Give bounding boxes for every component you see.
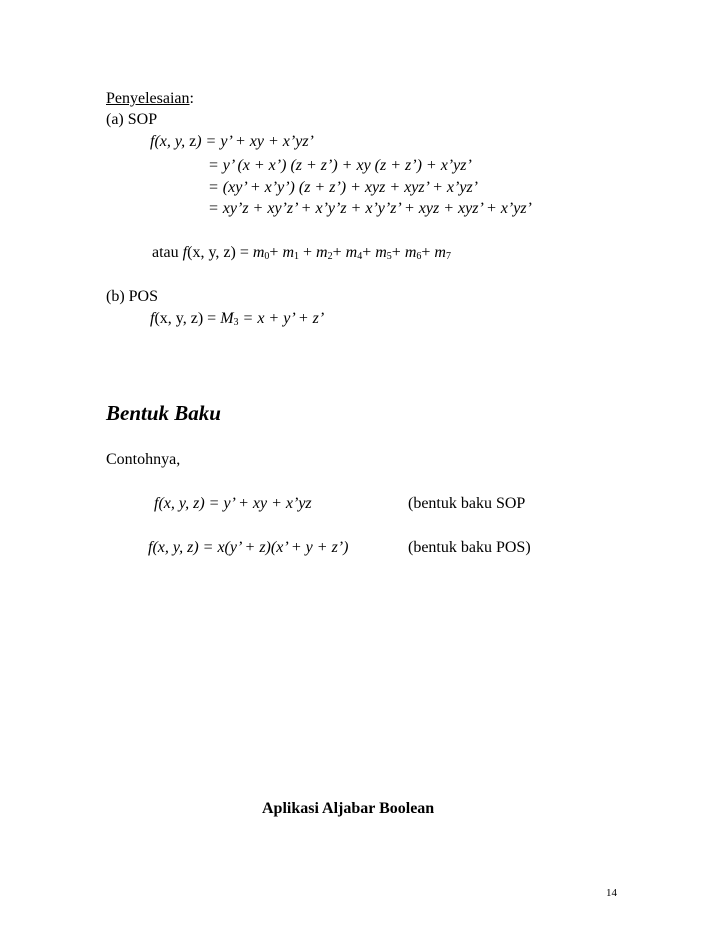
minterm-index: 5 — [386, 251, 392, 262]
minterm-6 — [405, 244, 422, 261]
minterm-separator: + — [391, 244, 405, 261]
minterm-separator: + — [362, 244, 376, 261]
minterm-symbol: m — [375, 244, 387, 261]
example-sop-expression: f(x, y, z) = y’ + xy + x’yz — [154, 495, 312, 512]
solution-colon: : — [189, 90, 194, 107]
minterm-symbol: m — [252, 244, 265, 261]
minterm-7 — [434, 244, 451, 261]
solution-label-line — [106, 89, 194, 109]
section-heading: Bentuk Baku — [106, 401, 221, 425]
sop-f: f — [150, 133, 155, 150]
minterm-separator: + — [332, 244, 346, 261]
section-intro: Contohnya, — [106, 451, 181, 468]
minterm-list — [253, 244, 451, 261]
minterm-symbol: m — [282, 244, 295, 261]
minterm-1 — [282, 244, 299, 261]
sop-equation-line-4: = xy’z + xy’z’ + x’y’z + x’y’z’ + xyz + xyz’ + x’yz’ — [208, 200, 532, 217]
minterm-index: 1 — [294, 251, 300, 262]
minterm-4 — [346, 244, 363, 261]
minterm-symbol: m — [404, 244, 417, 261]
minterm-separator: + — [421, 244, 435, 261]
minterm-0 — [253, 244, 270, 261]
sop-rhs: ) = y’ + xy + x’yz’ — [196, 133, 314, 150]
minterm-separator: + — [299, 244, 317, 261]
minterm-index: 6 — [416, 251, 422, 262]
minterm-symbol: m — [434, 244, 446, 261]
example-pos-note: (bentuk baku POS) — [408, 539, 531, 556]
page-number: 14 — [606, 887, 617, 899]
example-sop-note: (bentuk baku SOP — [408, 495, 526, 512]
minterm-symbol: m — [345, 244, 358, 261]
sop-minterm-line: atau f(x, y, $z) = m_0+ m_1 + m_2+ m_4+ m_5+ m_6+ m_7$ — [152, 244, 451, 262]
minterm-separator: + — [269, 244, 283, 261]
minterm-5 — [375, 244, 392, 261]
minterm-symbol: m — [316, 244, 328, 261]
minterm-index: 2 — [327, 251, 333, 262]
sop-equation-line-1 — [150, 132, 314, 152]
sop-args: (x, y, — [154, 133, 190, 150]
pos-equation-line-1: f(x, y, $z) = M_3 = x + y$’ + z’ — [150, 310, 325, 328]
sop-equation-line-3: = (xy’ + x’y’) (z + z’) + xyz + xyz’ + x’yz’ — [208, 179, 478, 196]
pos-label: (b) POS — [106, 288, 159, 305]
minterm-index: 7 — [445, 251, 451, 262]
minterm-index: 0 — [264, 251, 270, 262]
minterm-index: 4 — [357, 251, 363, 262]
solution-label: Penyelesaian — [106, 90, 190, 107]
minterm-2 — [316, 244, 333, 261]
sop-label: (a) SOP — [106, 111, 158, 128]
sop-z: z — [189, 133, 197, 150]
sop-equation-line-2: = y’ (x + x’) (z + z’) + xy (z + z’) + x’yz’ — [208, 157, 472, 174]
footer-title: Aplikasi Aljabar Boolean — [262, 800, 435, 817]
example-pos-expression: f(x, y, z) = x(y’ + z)(x’ + y + z’) — [148, 539, 349, 556]
